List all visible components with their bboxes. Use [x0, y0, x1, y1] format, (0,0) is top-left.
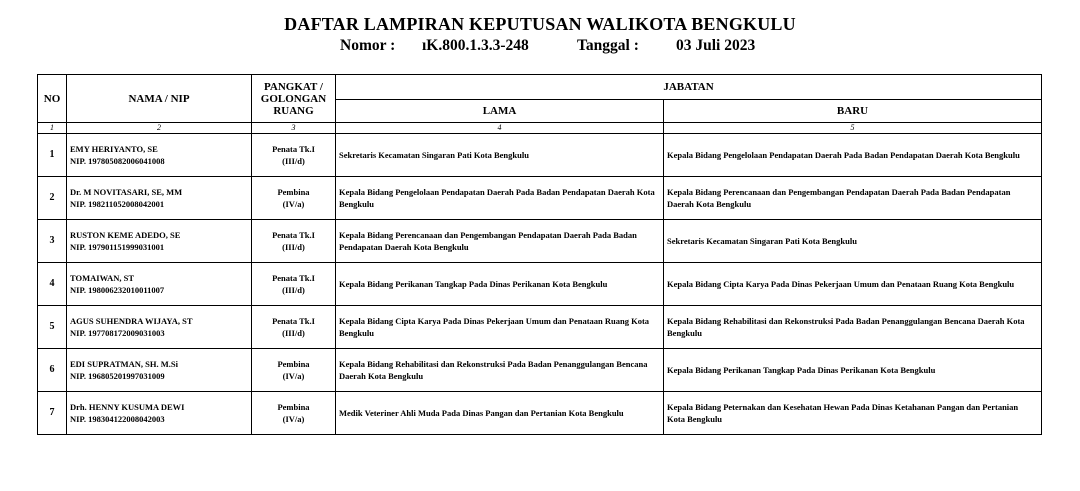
- new-position: Kepala Bidang Cipta Karya Pada Dinas Pekerjaan Umum dan Penataan Ruang Kota Bengkulu: [664, 263, 1042, 306]
- header-baru: BARU: [664, 100, 1042, 123]
- new-position: Kepala Bidang Perikanan Tangkap Pada Dinas Perikanan Kota Bengkulu: [664, 349, 1042, 392]
- row-number: 7: [38, 392, 67, 435]
- rank: Penata Tk.I: [272, 230, 315, 240]
- rank-cell: [252, 263, 336, 306]
- document-title: DAFTAR LAMPIRAN KEPUTUSAN WALIKOTA BENGKULU: [284, 14, 796, 34]
- column-number: 3: [252, 123, 336, 134]
- column-number: 4: [336, 123, 664, 134]
- rank-cell: [252, 134, 336, 177]
- new-position: Kepala Bidang Pengelolaan Pendapatan Daerah Pada Badan Pendapatan Daerah Kota Bengkulu: [664, 134, 1042, 177]
- grade: (IV/a): [282, 199, 305, 209]
- old-position: Sekretaris Kecamatan Singaran Pati Kota Bengkulu: [336, 134, 664, 177]
- rank-cell: [252, 306, 336, 349]
- row-number: 1: [38, 134, 67, 177]
- rank-cell: [252, 220, 336, 263]
- header-pangkat: PANGKAT / GOLONGAN RUANG: [252, 75, 336, 123]
- name-nip-cell: [67, 349, 252, 392]
- table-row: [38, 392, 1042, 435]
- header-no: NO: [38, 75, 67, 123]
- column-number: 2: [67, 123, 252, 134]
- new-position: Kepala Bidang Peternakan dan Kesehatan Hewan Pada Dinas Ketahanan Pangan dan Pertanian Kota Bengkulu: [664, 392, 1042, 435]
- rank: Pembina: [277, 359, 310, 369]
- old-position: Kepala Bidang Cipta Karya Pada Dinas Pekerjaan Umum dan Penataan Ruang Kota Bengkulu: [336, 306, 664, 349]
- table-row: [38, 263, 1042, 306]
- table-row: [38, 134, 1042, 177]
- grade: (IV/a): [282, 371, 305, 381]
- old-position: Kepala Bidang Rehabilitasi dan Rekonstruksi Pada Badan Penanggulangan Bencana Daerah Kota Bengkulu: [336, 349, 664, 392]
- rank: Pembina: [277, 187, 310, 197]
- rank: Penata Tk.I: [272, 316, 315, 326]
- column-number: 1: [38, 123, 67, 134]
- rank-cell: [252, 177, 336, 220]
- nomor-value: ıK.800.1.3.3-248: [422, 37, 529, 54]
- name-nip-cell: [67, 306, 252, 349]
- table-row: [38, 349, 1042, 392]
- employee-nip: NIP. 197901151999031001: [70, 242, 165, 252]
- grade: (III/d): [282, 328, 305, 338]
- name-nip-cell: [67, 177, 252, 220]
- employee-name: EMY HERIYANTO, SE: [70, 144, 158, 154]
- nomor-label: Nomor :: [340, 37, 396, 54]
- row-number: 3: [38, 220, 67, 263]
- old-position: Medik Veteriner Ahli Muda Pada Dinas Pangan dan Pertanian Kota Bengkulu: [336, 392, 664, 435]
- employee-nip: NIP. 197708172009031003: [70, 328, 165, 338]
- employee-name: Drh. HENNY KUSUMA DEWI: [70, 402, 185, 412]
- attachment-table: [37, 74, 1042, 435]
- employee-nip: NIP. 198211052008042001: [70, 199, 165, 209]
- tanggal-value: 03 Juli 2023: [676, 37, 756, 54]
- grade: (III/d): [282, 156, 305, 166]
- tanggal-label: Tanggal :: [577, 37, 639, 54]
- new-position: Kepala Bidang Perencanaan dan Pengembangan Pendapatan Daerah Pada Badan Pendapatan Daerah Kota Bengkulu: [664, 177, 1042, 220]
- row-number: 4: [38, 263, 67, 306]
- name-nip-cell: [67, 263, 252, 306]
- table-row: [38, 177, 1042, 220]
- old-position: Kepala Bidang Perencanaan dan Pengembangan Pendapatan Daerah Pada Badan Pendapatan Daerah Kota Bengkulu: [336, 220, 664, 263]
- grade: (IV/a): [282, 414, 305, 424]
- rank-cell: [252, 349, 336, 392]
- employee-name: EDI SUPRATMAN, SH. M.Si: [70, 359, 178, 369]
- header-lama: LAMA: [336, 100, 664, 123]
- new-position: Sekretaris Kecamatan Singaran Pati Kota Bengkulu: [664, 220, 1042, 263]
- employee-name: RUSTON KEME ADEDO, SE: [70, 230, 181, 240]
- row-number: 6: [38, 349, 67, 392]
- employee-nip: NIP. 196805201997031009: [70, 371, 165, 381]
- row-number: 2: [38, 177, 67, 220]
- document-subtitle: [0, 37, 1080, 57]
- grade: (III/d): [282, 285, 305, 295]
- name-nip-cell: [67, 220, 252, 263]
- old-position: Kepala Bidang Perikanan Tangkap Pada Dinas Perikanan Kota Bengkulu: [336, 263, 664, 306]
- table-row: [38, 220, 1042, 263]
- rank: Penata Tk.I: [272, 273, 315, 283]
- table-row: [38, 306, 1042, 349]
- rank: Pembina: [277, 402, 310, 412]
- employee-nip: NIP. 197805082006041008: [70, 156, 165, 166]
- grade: (III/d): [282, 242, 305, 252]
- rank-cell: [252, 392, 336, 435]
- name-nip-cell: [67, 134, 252, 177]
- employee-name: Dr. M NOVITASARI, SE, MM: [70, 187, 183, 197]
- column-number: 5: [664, 123, 1042, 134]
- name-nip-cell: [67, 392, 252, 435]
- employee-nip: NIP. 198006232010011007: [70, 285, 165, 295]
- rank: Penata Tk.I: [272, 144, 315, 154]
- header-jabatan: JABATAN: [336, 75, 1042, 100]
- employee-nip: NIP. 198304122008042003: [70, 414, 165, 424]
- row-number: 5: [38, 306, 67, 349]
- new-position: Kepala Bidang Rehabilitasi dan Rekonstruksi Pada Badan Penanggulangan Bencana Daerah Kota Bengkulu: [664, 306, 1042, 349]
- employee-name: TOMAIWAN, ST: [70, 273, 135, 283]
- employee-name: AGUS SUHENDRA WIJAYA, ST: [70, 316, 193, 326]
- header-nama-nip: NAMA / NIP: [67, 75, 252, 123]
- old-position: Kepala Bidang Pengelolaan Pendapatan Daerah Pada Badan Pendapatan Daerah Kota Bengkulu: [336, 177, 664, 220]
